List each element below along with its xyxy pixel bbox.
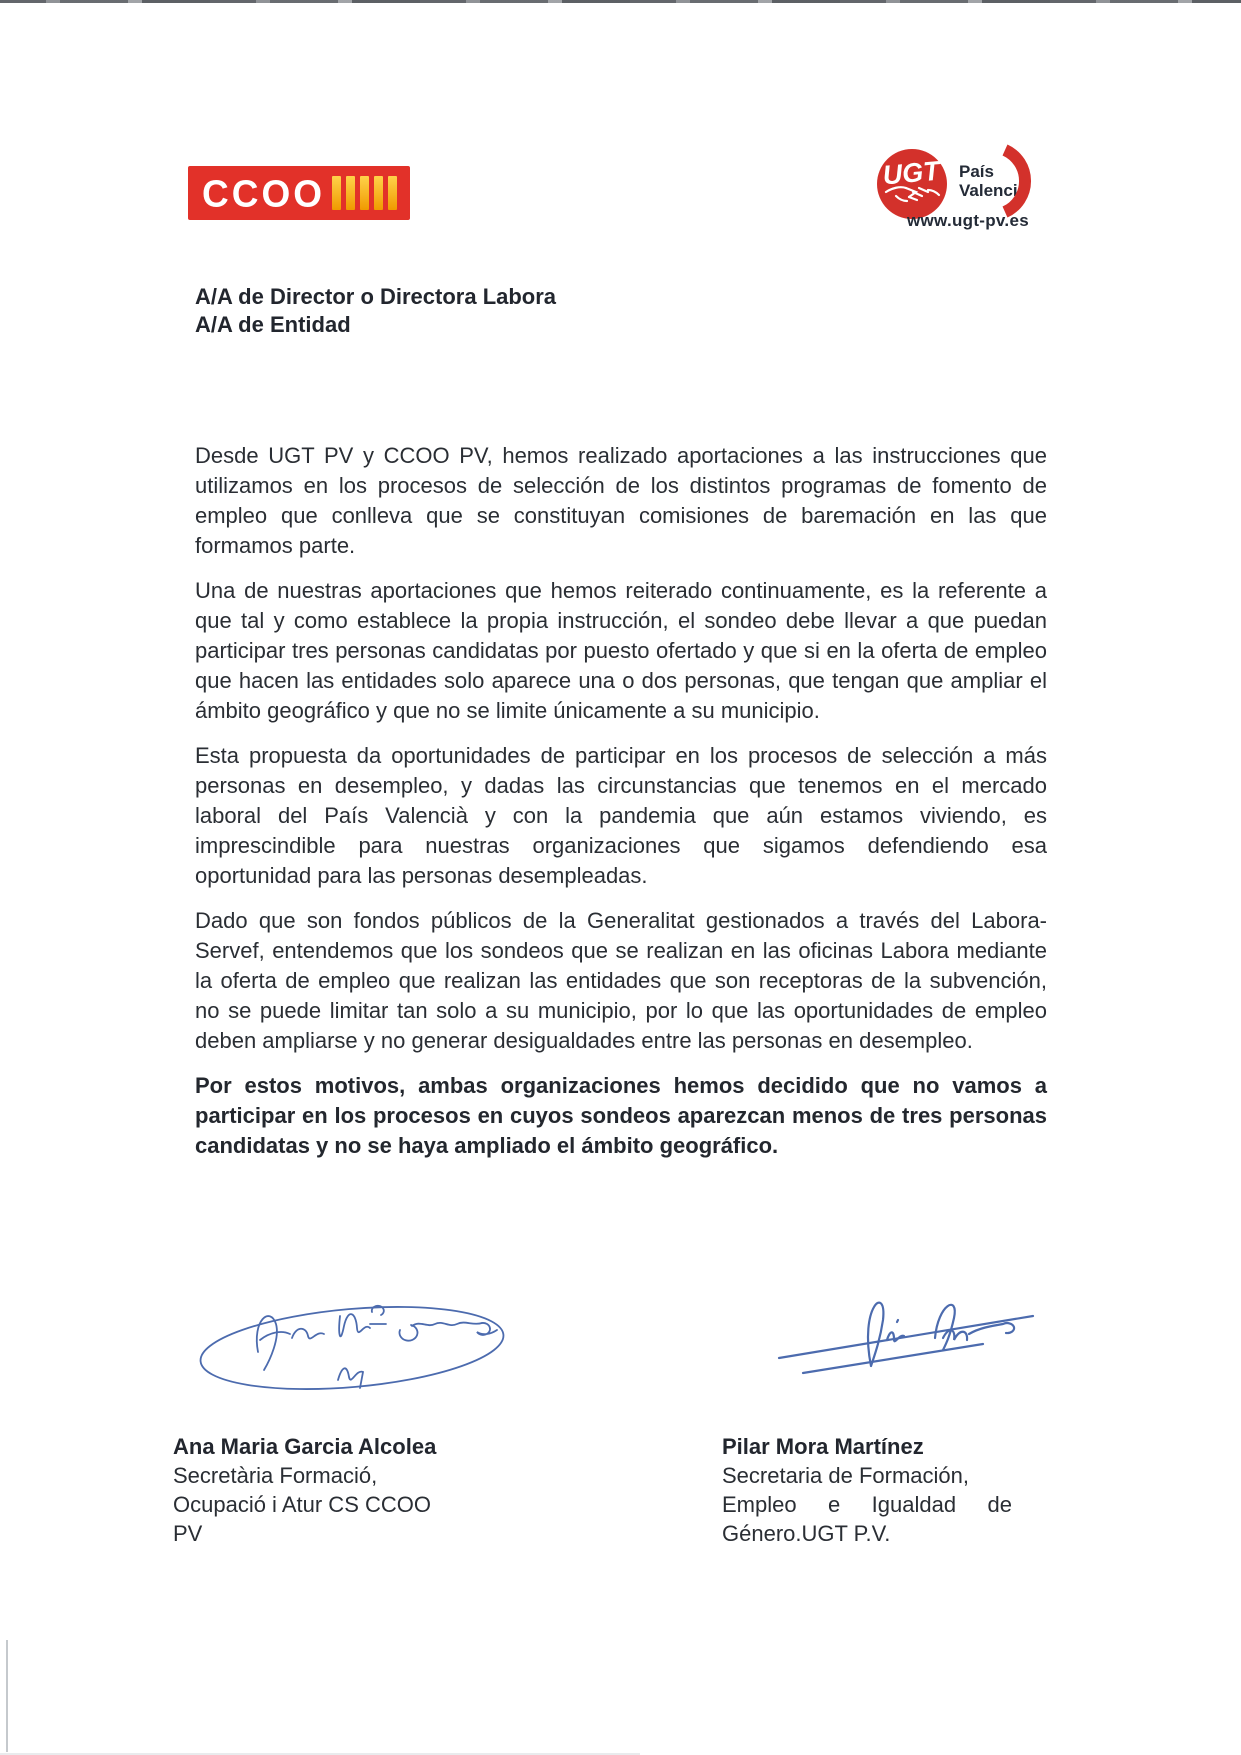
ugt-website-label: www.ugt-pv.es — [907, 211, 1029, 230]
ccoo-logo-acronym: CCOO — [202, 172, 325, 214]
paragraph-1: Desde UGT PV y CCOO PV, hemos realizado aportaciones a las instrucciones que utilizamos en los procesos de selección de los distintos programas de fomento de empleo que conlleva que se constituyan comisiones de baremación en las que formamos parte. — [195, 443, 1047, 558]
scan-artifact-top-edge — [0, 0, 1241, 3]
recipient-block — [195, 283, 556, 339]
svg-text:UGT: UGT — [881, 155, 941, 191]
handwritten-signature-left-icon — [190, 1272, 520, 1412]
paragraph-5-decision: Por estos motivos, ambas organizaciones hemos decidido que no vamos a participar en los procesos en cuyos sondeos aparezcan menos de tres personas candidatas y no se haya ampliado el ámbito geográfico. — [195, 1073, 1047, 1158]
handwritten-signature-right-icon — [775, 1278, 1045, 1383]
ugt-region-line1: País — [959, 162, 994, 181]
paragraph-2: Una de nuestras aportaciones que hemos reiterado continuamente, es la referente a que tal y como establece la propia instrucción, el sondeo debe llevar a que puedan participar tres personas candidatas por puesto ofertado y que si en la oferta de empleo que hacen las entidades solo aparece una o dos personas, que tengan que ampliar el ámbito geográfico y que no se limite únicamente a su municipio. — [195, 578, 1047, 723]
paragraph-3: Esta propuesta da oportunidades de participar en los procesos de selección a más personas en desempleo, y dadas las circunstancias que tenemos en el mercado laboral del País Valencià y con la pandemia que aún estamos viviendo, es imprescindible para nuestras organizaciones que sigamos defendiendo esa oportunidad para las personas desempleadas. — [195, 743, 1047, 888]
letter-body — [195, 441, 1047, 1176]
scan-artifact-left-edge — [6, 1640, 8, 1752]
signatory-right-role-3: Género.UGT P.V. — [722, 1521, 891, 1546]
signatory-right-role-2: Empleo e Igualdad de — [722, 1492, 1012, 1517]
signatory-left-block — [173, 1432, 513, 1548]
signatory-left-role-1: Secretària Formació, — [173, 1463, 378, 1488]
signatory-left-role-2: Ocupació i Atur CS CCOO — [173, 1492, 431, 1517]
ccoo-logo — [188, 166, 410, 220]
paragraph-4: Dado que son fondos públicos de la Generalitat gestionados a través del Labora-Servef, entendemos que los sondeos que se realizan en las oficinas Labora mediante la oferta de empleo que realizan las entidades que son receptoras de la subvención, no se puede limitar tan solo a su municipio, por lo que las oportunidades de empleo deben ampliarse y no generar desigualdades entre las personas en desempleo. — [195, 908, 1047, 1053]
signatory-right-name: Pilar Mora Martínez — [722, 1434, 924, 1459]
ugt-arc-icon — [999, 144, 1033, 218]
ugt-region-line2: Valencià — [959, 181, 1028, 200]
recipient-line-2: A/A de Entidad — [195, 312, 351, 337]
signatory-left-name: Ana Maria Garcia Alcolea — [173, 1434, 437, 1459]
recipient-line-1: A/A de Director o Directora Labora — [195, 284, 557, 309]
signatory-right-role-1: Secretaria de Formación, — [722, 1463, 969, 1488]
senyera-stripes-icon — [332, 176, 397, 210]
signatory-right-block — [722, 1432, 1012, 1548]
signatory-left-role-3: PV — [173, 1521, 203, 1546]
